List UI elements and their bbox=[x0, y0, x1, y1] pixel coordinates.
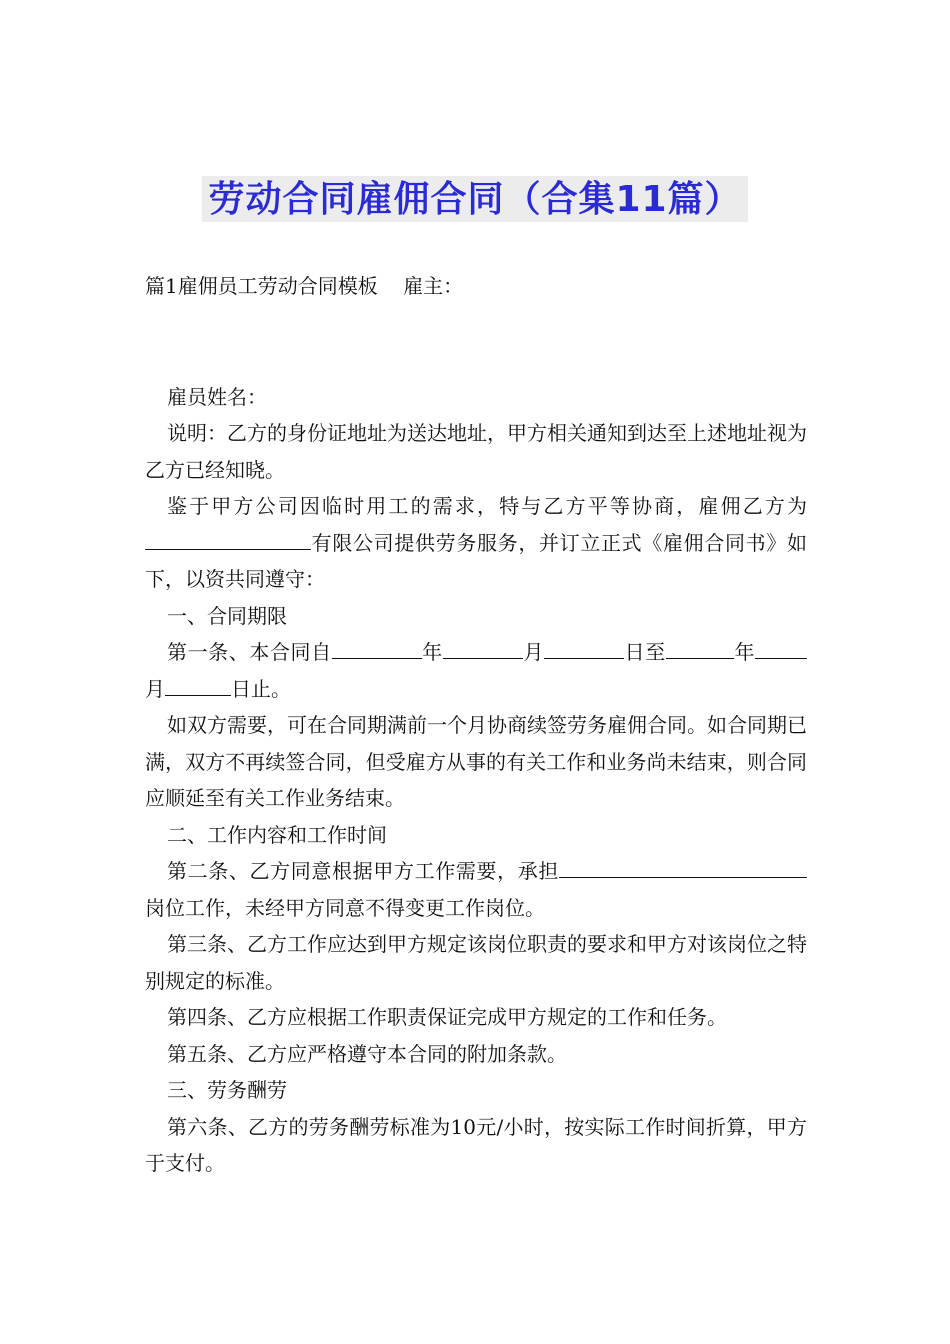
preamble-part-b: 有限公司提供劳务服务，并订立正式《雇佣合同书》如下，以资共同遵守： bbox=[145, 530, 807, 591]
section-heading-line bbox=[145, 268, 807, 305]
employer-label: 雇主： bbox=[403, 274, 464, 298]
article-4: 第四条、乙方应根据工作职责保证完成甲方规定的工作和任务。 bbox=[167, 1005, 727, 1029]
unit-year: 年 bbox=[421, 640, 443, 664]
blank-company-name bbox=[145, 529, 311, 550]
article-5: 第五条、乙方应严格遵守本合同的附加条款。 bbox=[167, 1041, 567, 1066]
spacer bbox=[145, 305, 807, 379]
article-2-suffix: 岗位工作，未经甲方同意不得变更工作岗位。 bbox=[145, 895, 545, 920]
blank-end-day bbox=[165, 675, 231, 696]
paragraph-note: 说明：乙方的身份证地址为送达地址，甲方相关通知到达至上述地址视为乙方已经知晓。 bbox=[145, 421, 807, 482]
blank-position bbox=[559, 857, 807, 878]
blank-start-year bbox=[332, 638, 422, 659]
article-3: 第三条、乙方工作应达到甲方规定该岗位职责的要求和甲方对该岗位之特别规定的标准。 bbox=[145, 932, 807, 993]
unit-year: 年 bbox=[733, 640, 756, 664]
employee-name-label: 雇员姓名： bbox=[167, 384, 267, 409]
article-2-prefix: 第二条、乙方同意根据甲方工作需要，承担 bbox=[167, 859, 559, 883]
document-body bbox=[145, 268, 807, 1182]
paragraph-preamble bbox=[145, 488, 807, 598]
unit-day-to: 日至 bbox=[624, 640, 666, 664]
article-6: 第六条、乙方的劳务酬劳标准为10元/小时，按实际工作时间折算，甲方于支付。 bbox=[145, 1114, 807, 1175]
article-1-end: 日止。 bbox=[231, 676, 291, 701]
unit-month: 月 bbox=[145, 676, 165, 701]
document-title: 劳动合同雇佣合同（合集11篇） bbox=[202, 176, 747, 222]
paragraph-renew: 如双方需要，可在合同期满前一个月协商续签劳务雇佣合同。如合同期已满，双方不再续签合同，但受雇方从事的有关工作和业务尚未结束，则合同应顺延至有关工作业务结束。 bbox=[145, 713, 807, 810]
section-heading: 篇1雇佣员工劳动合同模板 bbox=[145, 274, 378, 298]
heading-contract-term: 一、合同期限 bbox=[167, 603, 287, 628]
title-container bbox=[0, 176, 950, 222]
article-1 bbox=[145, 634, 807, 707]
blank-start-month bbox=[443, 638, 523, 659]
article-2 bbox=[145, 853, 807, 926]
preamble-part-a: 鉴于甲方公司因临时用工的需求，特与乙方平等协商，雇佣乙方为 bbox=[167, 494, 807, 518]
blank-start-day bbox=[544, 638, 624, 659]
article-1-prefix: 第一条、本合同自 bbox=[167, 640, 332, 664]
heading-work: 二、工作内容和工作时间 bbox=[167, 822, 387, 847]
unit-month: 月 bbox=[522, 640, 545, 664]
blank-end-year bbox=[666, 638, 734, 659]
blank-end-month bbox=[755, 638, 807, 659]
heading-pay: 三、劳务酬劳 bbox=[167, 1078, 287, 1102]
